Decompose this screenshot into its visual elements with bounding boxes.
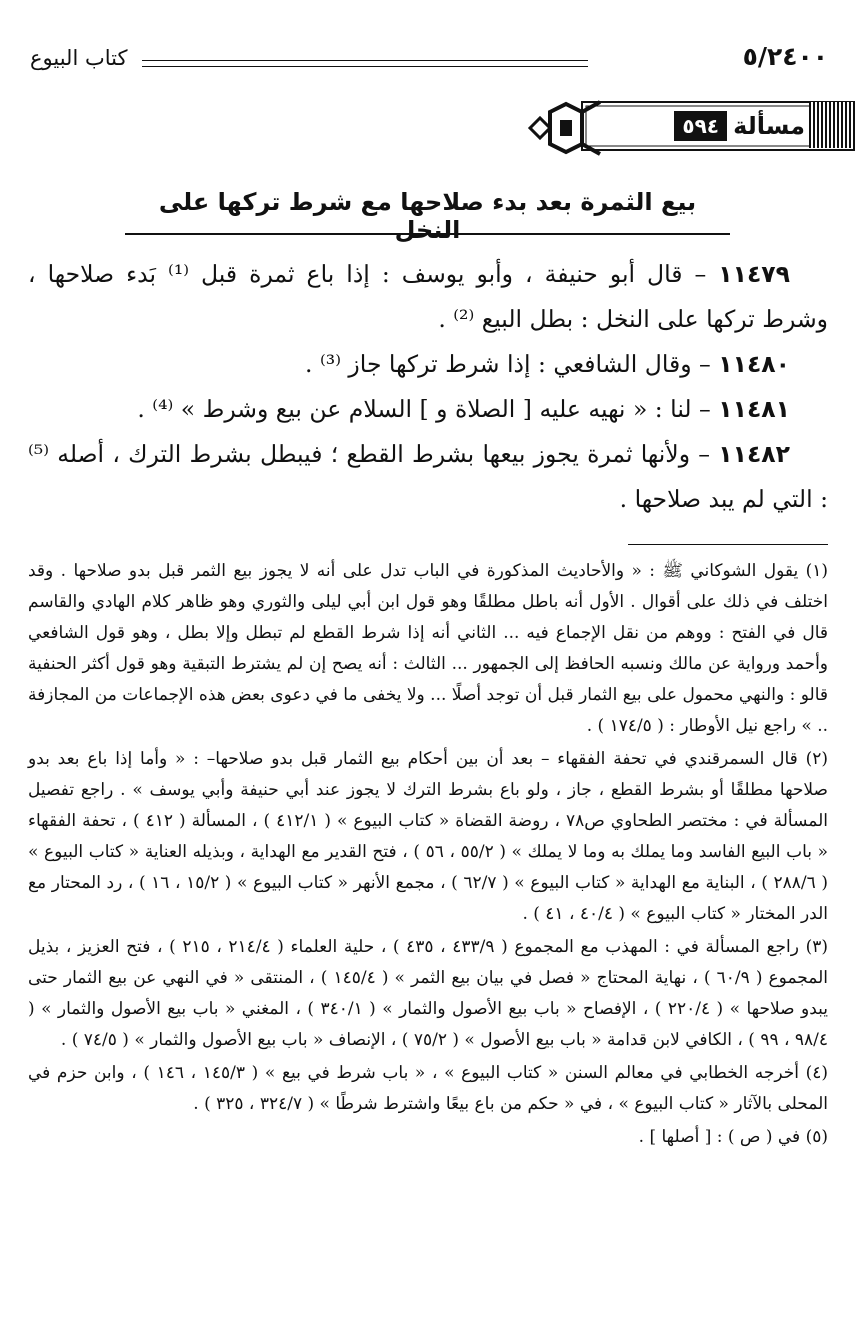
paragraph-number: ١١٤٧٩ [718,260,790,288]
paragraph-text: – وقال الشافعي : إذا شرط تركها جاز ⁽³⁾ . [305,350,719,378]
paragraph-number: ١١٤٨٠ [718,350,790,378]
paragraph-number: ١١٤٨١ [718,395,790,423]
page-reference: ٥/٢٤٠٠ [742,42,828,71]
hatch-bars-icon [809,102,855,148]
paragraph-text: – ولأنها ثمرة يجوز بيعها بشرط القطع ؛ فيبطل بشرط الترك ، أصله ⁽⁵⁾ : التي لم يبد صلاحها . [28,440,828,513]
paragraph-number: ١١٤٨٢ [718,440,790,468]
issue-banner [520,98,855,158]
running-header [30,42,828,82]
issue-label: مسألة [733,112,805,140]
footnote: (٢) قال السمرقندي في تحفة الفقهاء – بعد أن بين أحكام بيع الثمار قبل بدو صلاحها– : « وأما إذا باع بعد بدو صلاحها مطلقًا أو بشرط القطع ، جاز ، ولو باع بشرط الترك لا يجوز عند أبي حنيفة وأبي يوسف » . راجع تفصيل المسألة في : مختصر الطحاوي ص٧٨ ، روضة القضاة « كتاب البيوع » ( ٤١٢/١ ) ، المسألة ( ٤١٢ ) ، تحفة الفقهاء « باب البيع الفاسد وما يملك به وما لا يملك » ( ٥٥/٢ ، ٥٦ ) ، فتح القدير مع الهداية ، وبذيله العناية « كتاب البيوع » ( ٢٨٨/٦ ) ، البناية مع الهداية « كتاب البيوع » ( ٦٢/٧ ) ، مجمع الأنهر « كتاب البيوع » ( ١٥/٢ ، ١٦ ) ، رد المحتار مع الدر المختار « كتاب البيوع » ( ٤٠/٤ ، ٤١ ) . [28,749,828,924]
footnote: (١) يقول الشوكاني ﷺ : « والأحاديث المذكورة في الباب تدل على أنه لا يجوز بيع الثمر قبل بدو صلاحها . وقد اختلف في ذلك على أقوال . الأول أنه باطل مطلقًا وهو قول ابن أبي ليلى والثوري وهو ظاهر كلام الهادي والقاسم قال في الفتح : ووهم من نقل الإجماع فيه ... الثاني أنه إذا شرط القطع لم تبطل وإلا بطل ، وهو قول الشافعي وأحمد ورواية عن مالك ونسبه الحافظ إلى الجمهور ... الثالث : أنه يصح إن لم يشترط التبقية وهو قول أكثر الحنفية قالو : والنهي محمول على بيع الثمار قبل أن توجد أصلًا ... ولا يخفى ما في دعوى بعض هذه الإجماعات من المجازفة .. » راجع نيل الأوطار : ( ١٧٤/٥ ) . [28,561,828,736]
footnote: (٣) راجع المسألة في : المهذب مع المجموع ( ٤٣٣/٩ ، ٤٣٥ ) ، حلية العلماء ( ٢١٤/٤ ، ٢١٥ ) ، فتح العزيز ، بذيل المجموع ( ٦٠/٩ ) ، نهاية المحتاج « فصل في بيان بيع الثمر » ( ١٤٥/٤ ) ، المنتقى « في النهي عن بيع الثمار حتى يبدو صلاحها » ( ٢٢٠/٤ ) ، الإفصاح « باب بيع الأصول والثمار » ( ٣٤٠/١ ) ، المغني « باب بيع الأصول والثمار » ( ٩٨/٤ ، ٩٩ ) ، الكافي لابن قدامة « باب بيع الأصول » ( ٧٥/٢ ) ، الإنصاف « باب بيع الأصول والثمار » ( ٧٤/٥ ) . [28,937,829,1050]
footnote: (٥) في ( ص ) : [ أصلها ] . [638,1127,828,1147]
paragraph [28,387,828,432]
paragraph [28,252,828,342]
title-rule [125,233,730,235]
footnote: (٤) أخرجه الخطابي في معالم السنن « كتاب البيوع » ، « باب شرط في بيع » ( ١٤٥/٣ ، ١٤٦ ) ، وابن حزم في المحلى بالآثار « كتاب البيوع » ، في « حكم من باع بيعًا واشترط شرطًا » ( ٣٢٤/٧ ، ٣٢٥ ) . [28,1063,829,1114]
main-text [28,252,828,522]
paragraph-text: – قال أبو حنيفة ، وأبو يوسف : إذا باع ثمرة قبل ⁽¹⁾ بَدء صلاحها ، وشرط تركها على النخل : بطل البيع ⁽²⁾ . [28,260,828,333]
footnotes [28,556,828,1155]
issue-number: ٥٩٤ [674,111,727,141]
book-title: كتاب البيوع [30,46,128,70]
header-rule [142,60,588,67]
section-title: بيع الثمرة بعد بدء صلاحها مع شرط تركها على النخل [158,188,697,244]
paragraph [28,342,828,387]
paragraph-text: – لنا : « نهيه عليه [ الصلاة و ] السلام عن بيع وشرط » ⁽⁴⁾ . [137,395,719,423]
paragraph [28,432,828,522]
footnote-rule [628,544,828,545]
